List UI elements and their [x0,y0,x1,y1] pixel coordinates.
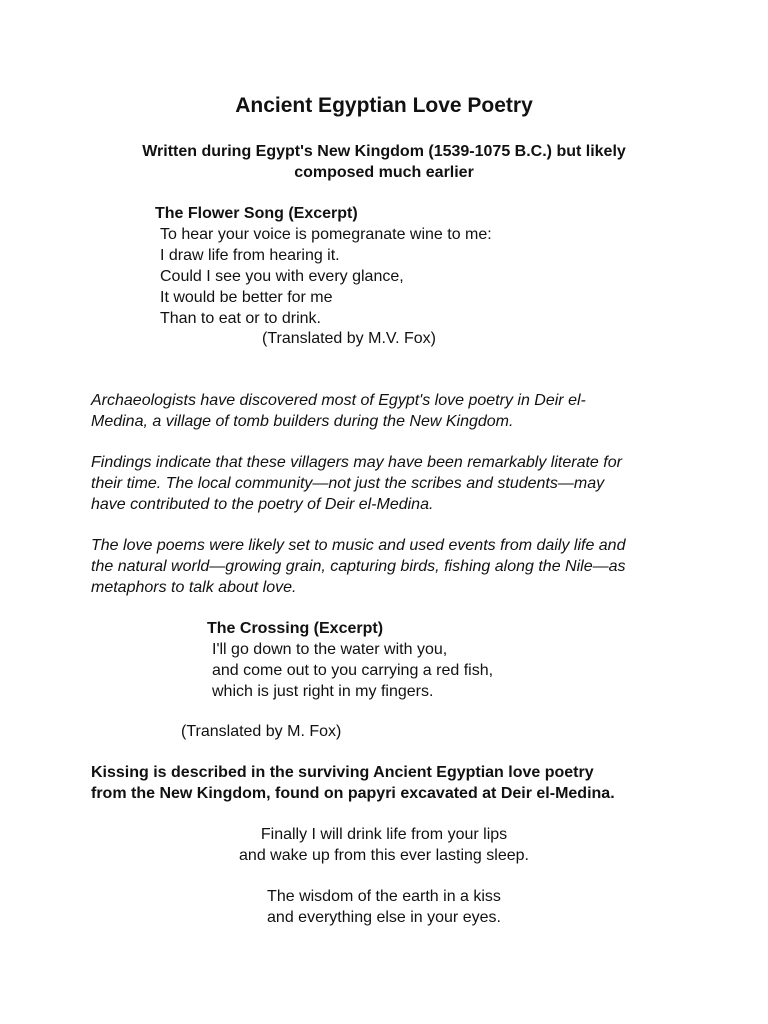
verse-line: and wake up from this ever lasting sleep. [239,847,529,864]
paragraph-line: from the New Kingdom, found on papyri excavated at Deir el-Medina. [91,785,615,802]
paragraph-line: Archaeologists have discovered most of Egypt's love poetry in Deir el- [91,392,586,409]
poem-line: which is just right in my fingers. [212,683,434,700]
kiss-verse-2 [0,886,768,928]
paragraph-line: metaphors to talk about love. [91,579,297,596]
paragraph-line: have contributed to the poetry of Deir el-Medina. [91,496,434,513]
document-subtitle [100,141,668,183]
flower-song-title: The Flower Song (Excerpt) [155,205,358,222]
poem-line: It would be better for me [160,289,333,306]
flower-song-credit: (Translated by M.V. Fox) [262,330,436,347]
crossing-poem [207,618,493,702]
verse-line: Finally I will drink life from your lips [260,826,508,843]
subtitle-line: Written during Egypt's New Kingdom (1539-1075 B.C.) but likely [142,143,626,160]
paragraph-literacy [91,452,691,515]
poem-line: To hear your voice is pomegranate wine to me: [160,226,492,243]
poem-line: and come out to you carrying a red fish, [212,662,494,679]
flower-song-poem [155,203,492,329]
verse-line: The wisdom of the earth in a kiss [267,888,501,905]
verse-line: and everything else in your eyes. [267,909,501,926]
paragraph-line: Kissing is described in the surviving Ancient Egyptian love poetry [91,764,594,781]
paragraph-line: their time. The local community—not just the scribes and students—may [91,475,605,492]
paragraph-line: The love poems were likely set to music and used events from daily life and [91,537,626,554]
crossing-credit: (Translated by M. Fox) [181,723,342,740]
kiss-verse-1 [0,824,768,866]
paragraph-discovery [91,390,691,432]
subtitle-line: composed much earlier [294,164,474,181]
poem-line: I draw life from hearing it. [160,247,340,264]
paragraph-music [91,535,691,598]
paragraph-line: Medina, a village of tomb builders during the New Kingdom. [91,413,514,430]
poem-line: Could I see you with every glance, [160,268,404,285]
poem-line: Than to eat or to drink. [160,310,321,327]
paragraph-line: the natural world—growing grain, capturing birds, fishing along the Nile—as [91,558,626,575]
crossing-title: The Crossing (Excerpt) [207,620,384,637]
poem-line: I'll go down to the water with you, [212,641,448,658]
kissing-note [91,762,691,804]
document-title: Ancient Egyptian Love Poetry [235,94,533,117]
paragraph-line: Findings indicate that these villagers may have been remarkably literate for [91,454,622,471]
